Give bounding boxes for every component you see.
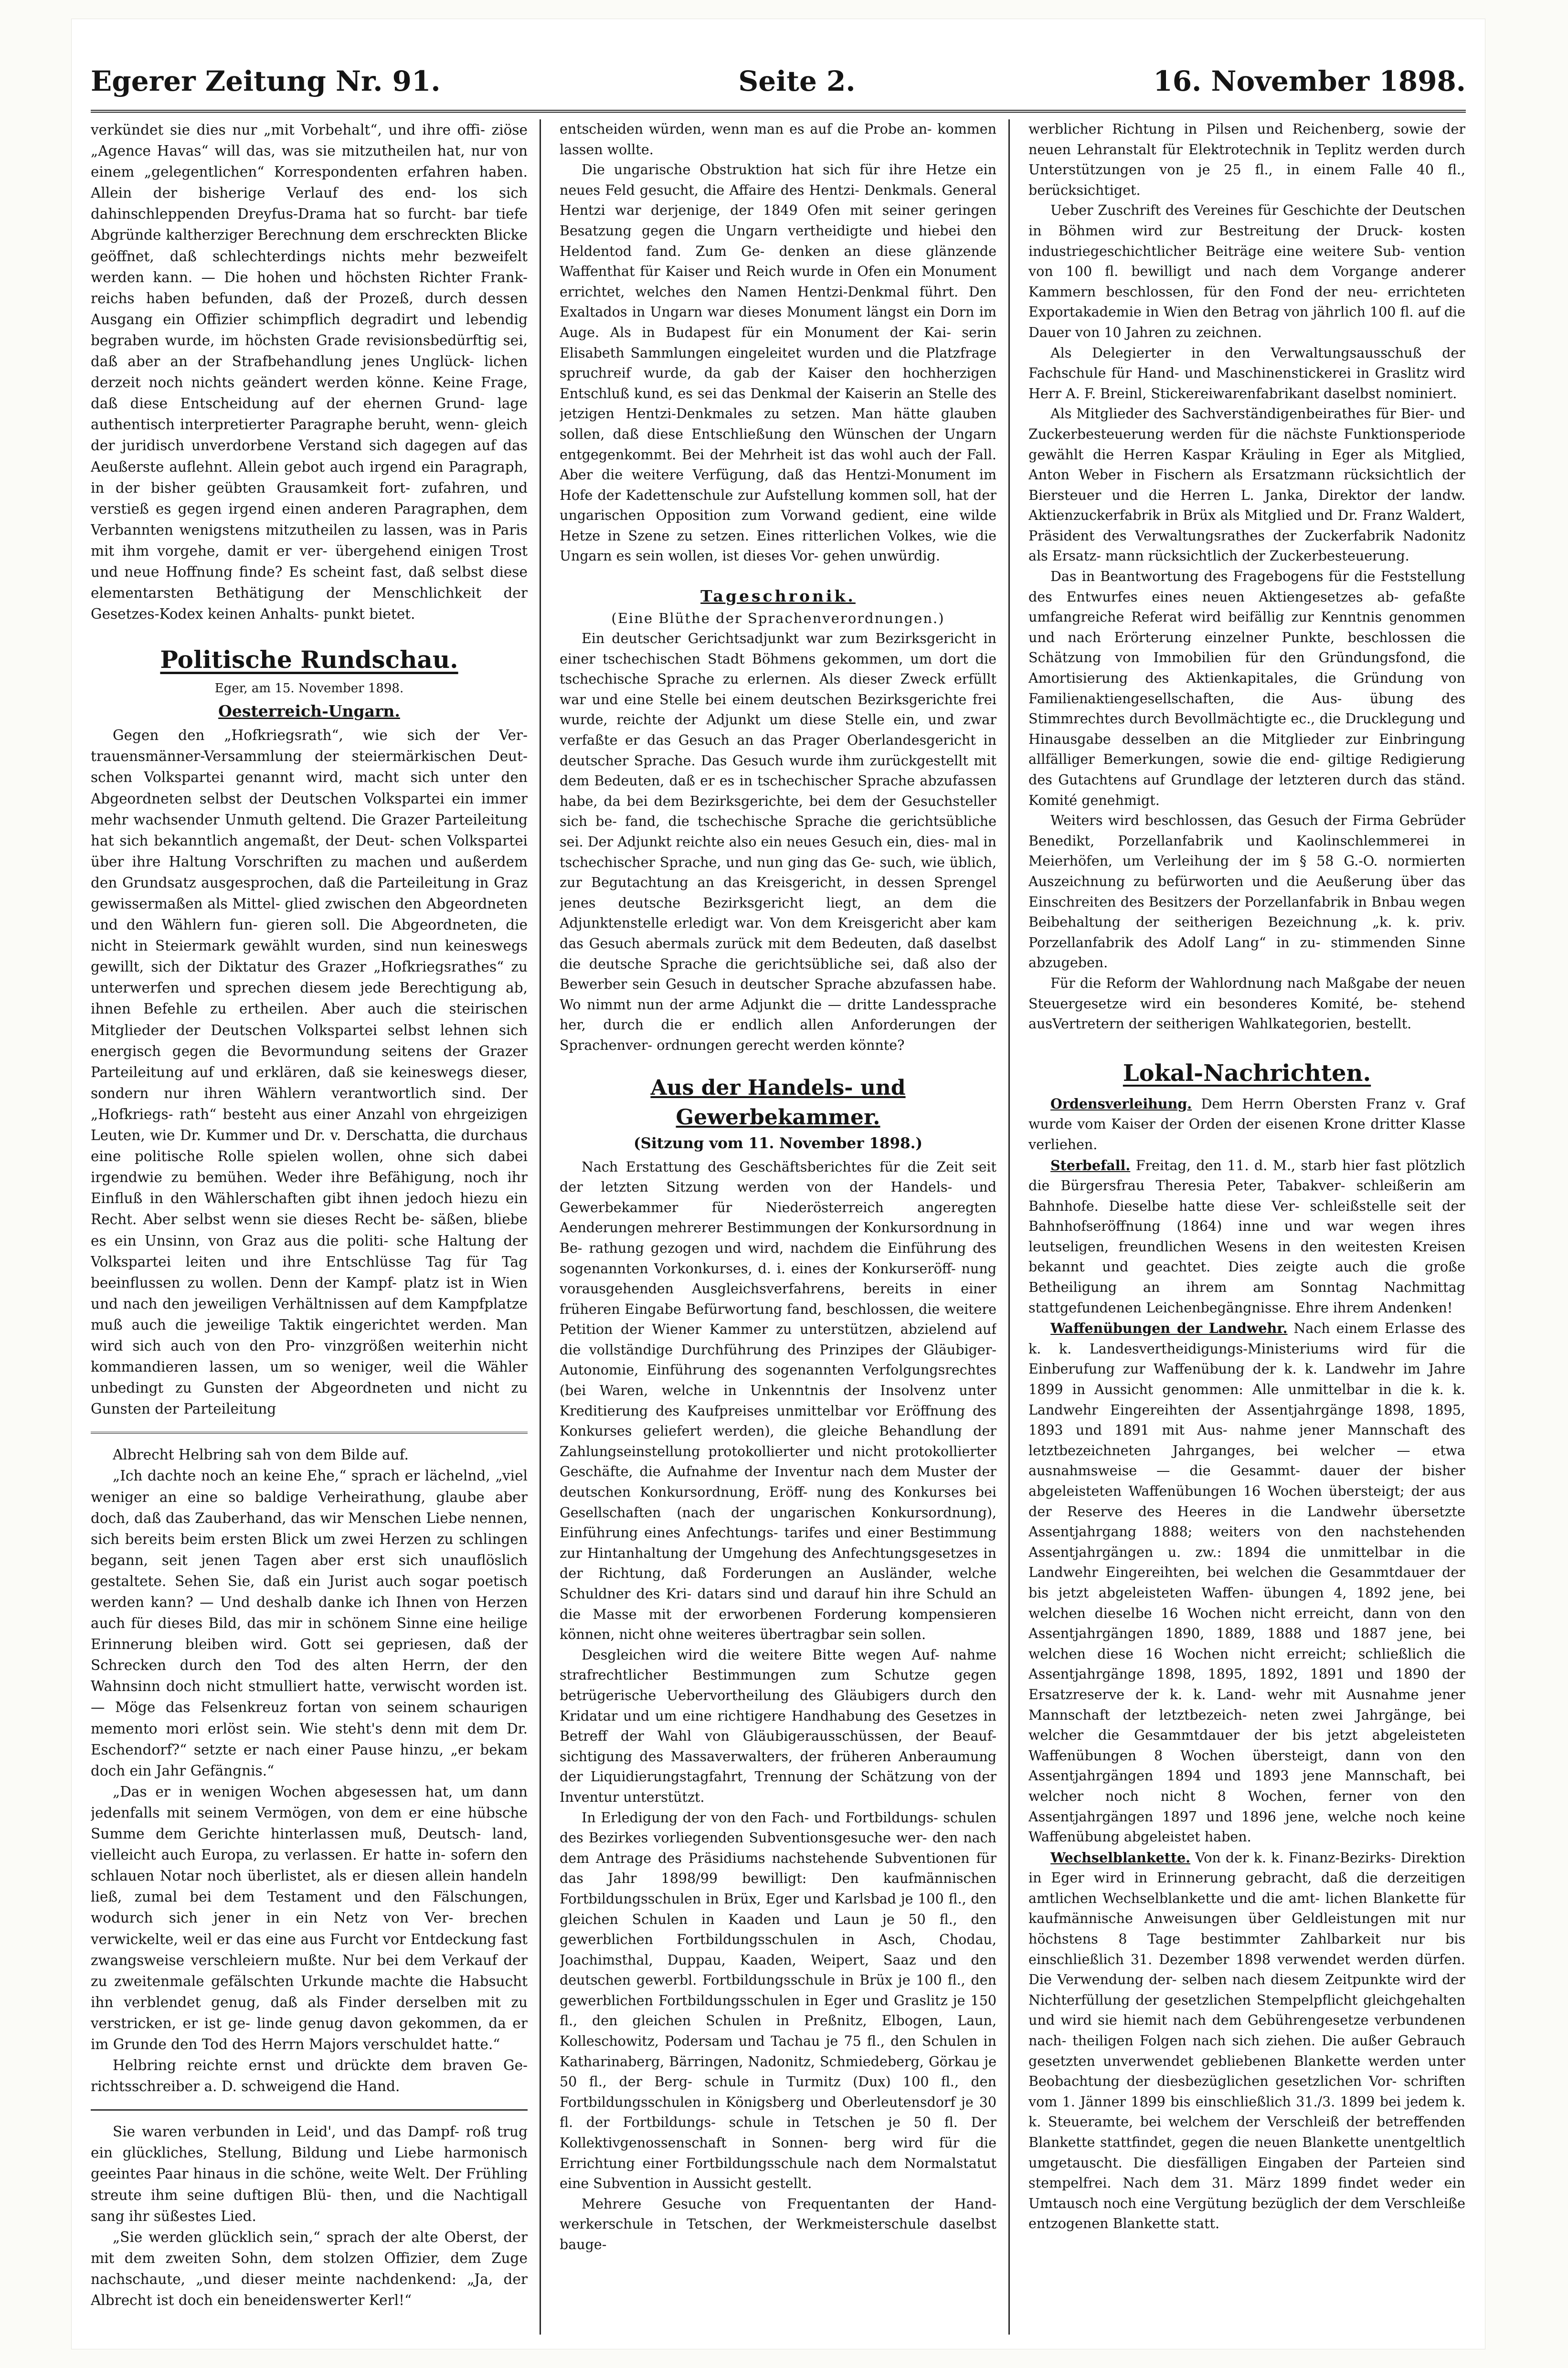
newspaper-page	[72, 19, 1485, 2349]
news-item-lead: Ordensverleihung.	[1050, 1095, 1192, 1112]
article-paragraph: Das in Beantwortung des Fragebogens für die Feststellung des Entwurfes eines neuen Aktiengesetzes ab- gefaßte umfangreiche Referat wird beifällig zur Kenntnis genommen und nach Erörterung einzelner Punkte, beschlossen die Schätzung von Immobilien für den Gründungsfond, die Amortisierung des Aktienkapitales, die Gründung von Familienaktiengesellschaften, die Aus- übung des Stimmrechtes durch Bevollmächtigte ec., die Drucklegung und Hinausgabe desselben an die Mitglieder zur Einbringung allfälliger Bemerkungen, sowie die end- giltige Redigierung des Gutachtens auf Grundlage der letzteren durch das ständ. Komité genehmigt.	[1028, 569, 1465, 808]
feuilleton-story	[91, 1444, 528, 2311]
article-paragraph: Als Delegierter in den Verwaltungsausschuß der Fachschule für Hand- und Maschinenstickerei in Graslitz wird Herr A. F. Breinl, Stickereiwarenfabrikant daselbst nominiert.	[1028, 345, 1465, 402]
news-item	[1028, 1094, 1465, 1155]
article-paragraph: Die ungarische Obstruktion hat sich für ihre Hetze ein neues Feld gesucht, die Affaire des Hentzi- Denkmals. General Hentzi war derjenige, der 1849 Ofen mit seiner geringen Besatzung gegen die Ungarn vertheidigte und hiebei den Heldentod fand. Zum Ge- denken an diese glänzende Waffenthat für Kaiser und Reich wurde in Ofen ein Monument errichtet, welches den Namen Hentzi-Denkmal führt. Den Exaltados in Ungarn war dieses Monument längst ein Dorn im Auge. Als in Budapest für ein Monument der Kai- serin Elisabeth Sammlungen eingeleitet wurden und die Platzfrage spruchreif wurde, da gab der Kaiser den hochherzigen Entschluß kund, es sei das Denkmal der Kaiserin an Stelle des jetzigen Hentzi-Denkmales zu setzen. Man hätte glauben sollen, daß diese Entschließung den Wünschen der Ungarn entgegenkommt. Bei der Mehrheit ist das wohl auch der Fall. Aber die weitere Verfügung, daß das Hentzi-Monument im Hofe der Kadettenschule zur Aufstellung kommen soll, hat der ungarischen Opposition zum Vorwand gedient, eine wilde Hetze in Szene zu setzen. Eines ritterlichen Volkes, wie die Ungarn es sein wollen, ist dieses Vor- gehen unwürdig.	[560, 162, 996, 564]
column-3	[1028, 119, 1465, 2335]
column-divider	[540, 119, 541, 2335]
feuilleton-divider	[91, 1432, 528, 1434]
news-item-lead: Sterbefall.	[1050, 1157, 1131, 1173]
article-paragraph: Ueber Zuschrift des Vereines für Geschichte der Deutschen in Böhmen wird zur Bestreitung der Druck- kosten industriegeschichtlicher Beiträge eine weitere Sub- vention von 100 fl. bewilligt und nach dem Vorgange anderer Kammern beschlossen, für den Fond der neu- errichteten Exportakademie in Wien den Betrag von jährlich 100 fl. auf die Dauer von 10 Jahren zu zeichnen.	[1028, 202, 1465, 340]
feuilleton-paragraph: Albrecht Helbring sah von dem Bilde auf.	[113, 1447, 409, 1463]
section-heading-politische-rundschau: Politische Rundschau.	[160, 645, 458, 674]
column-divider	[1008, 119, 1010, 2335]
feuilleton-paragraph: „Sie werden glücklich sein,“ sprach der alte Oberst, der mit dem zweiten Sohn, dem stolzen Offizier, dem Zuge nachschaute, „und dieser meinte nachdenkend: „Ja, der Albrecht ist doch ein beneidenswerter Kerl!“	[91, 2229, 528, 2308]
masthead-divider	[91, 110, 1466, 113]
article-paragraph: Für die Reform der Wahlordnung nach Maßgabe der neuen Steuergesetze wird ein besonderes Komité, be- stehend ausVertretern der seitherigen Wahlkategorien, bestellt.	[1028, 975, 1465, 1032]
column-2	[560, 119, 996, 2335]
article-paragraph: In Erledigung der von den Fach- und Fortbildungs- schulen des Bezirkes vorliegenden Subventionsgesuche wer- den nach dem Antrage des Präsidiums nachstehende Subventionen für das Jahr 1898/99 bewilligt: Den kaufmännischen Fortbildungsschulen in Brüx, Eger und Karlsbad je 100 fl., den gleichen Schulen in Kaaden und Laun je 50 fl., den gewerblichen Fortbildungsschulen in Asch, Chodau, Joachimsthal, Duppau, Kaaden, Weipert, Saaz und den deutschen gewerbl. Fortbildungsschule in Brüx je 100 fl., den gewerblichen Fortbildungsschulen in Eger und Graslitz je 150 fl., den gleichen Schulen in Preßnitz, Elbogen, Laun, Kolleschowitz, Podersam und Tachau je 75 fl., den Schulen in Katharinaberg, Bärringen, Nadonitz, Schmiedeberg, Görkau je 50 fl., der Berg- schule in Turmitz (Dux) 100 fl., den Fortbildungsschulen in Königsberg und Oberleutensdorf je 30 fl. der Fortbildungs- schule in Tetschen je 50 fl. Der Kollektivgenossenschaft in Sonnen- berg wird für die Errichtung einer Fortbildungsschule nach dem Normalstatut eine Subvention in Aussicht gestellt.	[560, 1809, 996, 2192]
tageschronik-subtitle: (Eine Blüthe der Sprachenverordnungen.)	[611, 610, 945, 627]
article-paragraph: Gegen den „Hofkriegsrath“, wie sich der Ver- trauensmänner-Versammlung der steiermärkischen Deut- schen Volkspartei genannt wird, macht sich unter den Abgeordneten selbst der Deutschen Volkspartei ein immer mehr wachsender Unmuth geltend. Die Grazer Parteileitung hat sich bekanntlich angemaßt, der Deut- schen Volkspartei über ihre Haltung Vorschriften zu machen und außerdem den Grundsatz ausgesprochen, daß die Parteileitung in Graz gewissermaßen als Mittel- glied zwischen den Abgeordneten und den Wählern fun- gieren soll. Die Abgeordneten, die nicht in Steiermark gewählt wurden, sind nun keineswegs gewillt, sich der Diktatur des Grazer „Hofkriegsrathes“ zu unterwerfen und sprechen diesem jede Berechtigung ab, ihnen Befehle zu ertheilen. Aber auch die steirischen Mitglieder der Deutschen Volkspartei selbst lehnen sich energisch gegen die Bevormundung seitens der Grazer Parteileitung auf und erklären, daß sie keineswegs dieser, sondern nur ihren Wählern verantwortlich sind. Der „Hofkriegs- rath“ besteht aus einer Anzahl von ehrgeizigen Leuten, wie Dr. Kummer und Dr. v. Derschatta, die durchaus eine politische Rolle spielen wollen, ohne sich dabei irgendwie zu bemühen. Weder ihre Befähigung, noch ihr Einfluß in den Wählerschaften gibt ihnen jedoch hiezu ein Recht. Aber selbst wenn sie dieses Recht be- säßen, bliebe es ein Unsinn, von Graz aus die politi- sche Haltung der Volkspartei leiten und ihre Entschlüsse Tag für Tag beeinflussen zu wollen. Denn der Kampf- platz ist in Wien und nach den jeweiligen Verhältnissen auf dem Kampfplatze muß auch die jeweilige Taktik eingerichtet werden. Man wird sich auch von den Pro- vinzgrößen weiterhin nicht kommandieren lassen, um so weniger, weil die Wähler unbedingt zu Gunsten der Abgeordneten und nicht zu Gunsten der Parteileitung	[91, 727, 528, 1417]
news-item-text: Dem Herrn Obersten Franz v. Graf wurde vom Kaiser der Orden der eisenen Krone dritter Klasse verliehen.	[1028, 1096, 1465, 1152]
article-paragraph: Mehrere Gesuche von Frequentanten der Hand- werkerschule in Tetschen, der Werkmeisterschule daselbst bauge-	[560, 2196, 996, 2252]
article-paragraph: Ein deutscher Gerichtsadjunkt war zum Bezirksgericht in einer tschechischen Stadt Böhmens gekommen, um dort die tschechische Sprache zu erlernen. Als dieser Zweck erfüllt war und eine Stelle bei einem deutschen Bezirksgerichte frei wurde, reichte der Adjunkt um diese Stelle ein, und zwar verfaßte er das Gesuch an das Prager Oberlandesgericht in deutscher Sprache. Das Gesuch wurde ihm zurückgestellt mit dem Bedeuten, daß er es in tschechischer Sprache abzufassen habe, da bei dem Bezirksgerichte, bei dem der Gesuchsteller sich be- fand, die tschechische Sprache die gerichtsübliche sei. Der Adjunkt reichte also ein neues Gesuch ein, dies- mal in tschechischer Sprache, und nun ging das Ge- such, wie üblich, zur Begutachtung an das Kreisgericht, in dessen Sprengel jenes deutsche Bezirksgericht liegt, an dem die Adjunktenstelle erledigt war. Von dem Kreisgericht aber kam das Gesuch abermals zurück mit dem Bedeuten, daß daselbst die deutsche Sprache die gerichtsübliche sei, daß also der Bewerber sein Gesuch in deutscher Sprache abzufassen habe. Wo nimmt nun der arme Adjunkt die — dritte Landessprache her, durch die er endlich allen Anforderungen der Sprachenver- ordnungen gerecht werden könnte?	[560, 631, 996, 1053]
news-item-lead: Wechselblankette.	[1050, 1849, 1191, 1866]
section-heading-tageschronik: Tageschronik.	[700, 587, 856, 606]
section-heading-handelskammer: Aus der Handels- und Gewerbekammer.	[650, 1075, 906, 1130]
section-break	[91, 2109, 528, 2111]
article-continuation: werblicher Richtung in Pilsen und Reichenberg, sowie der neuen Lehranstalt für Elektrotechnik in Teplitz werden durch Unterstützungen von je 25 fl., in einem Falle 40 fl., berücksichtiget.	[1028, 121, 1465, 198]
feuilleton-paragraph: „Das er in wenigen Wochen abgesessen hat, um dann jedenfalls mit seinem Vermögen, von dem er eine hübsche Summe dem Gerichte hinterlassen muß, Deutsch- land, vielleicht auch Europa, zu verlassen. Er hatte in- sofern den schlauen Notar noch überlistet, als er diesen allein handeln ließ, zumal bei dem Testament und den Fälschungen, wodurch sich jener in ein Netz von Ver- brechen verwickelte, weil er das eine aus Furcht vor Entdeckung fast zwangsweise verschleiern mußte. Nur bei dem Verkauf der zu zweitenmale gefälschten Urkunde machte die Habsucht ihn verblendet genug, daß als Finder derselben mit zu verstricken, er ist ge- linde genug davon gekommen, da er im Grunde den Tod des Herrn Majors verschuldet hatte.“	[91, 1783, 528, 2052]
subheading-oesterreich-ungarn: Oesterreich-Ungarn.	[218, 702, 400, 721]
article-paragraph: Nach Erstattung des Geschäftsberichtes für die Zeit seit der letzten Sitzung werden von der Handels- und Gewerbekammer für Niederösterreich angeregten Aenderungen mehrerer Bestimmungen der Konkursordnung in Be- rathung gezogen und wird, nachdem die Einführung des sogenannten Vorkonkurses, d. i. eines der Konkurseröff- nung vorausgehenden Ausgleichsverfahrens, bereits in einer früheren Eingabe Befürwortung fand, beschlossen, die weitere Petition der Wiener Kammer zu unterstützen, abzielend auf die vollständige Durchführung des Prinzipes der Gläubiger-Autonomie, Einführung des sogenannten Verfolgungsrechtes (bei Waren, welche in Unkenntnis der Insolvenz unter Kreditierung des Kaufpreises unmittelbar vor Eröffnung des Konkurses geliefert werden), die gleiche Behandlung der Zahlungseinstellung protokollierter und nicht protokollierter Geschäfte, die Aufnahme der Inventur nach dem Muster der deutschen Konkursordnung, Eröff- nung des Konkurses bei Gesellschaften (nach der ungarischen Konkursordnung), Einführung eines Anfechtungs- tarifes und einer Bestimmung zur Hintanhaltung der Umgehung des Anfechtungsgesetzes in der Richtung, daß Forderungen an Ausländer, welche Schuldner des Kri- datars sind und darauf hin ihre Schuld an die Masse mit der erworbenen Forderung kompensieren können, nicht ohne weiteres übertragbar sein sollen.	[560, 1159, 996, 1643]
news-item-text: Von der k. k. Finanz-Bezirks- Direktion in Eger wird in Erinnerung gebracht, daß die derzeitigen amtlichen Wechselblankette und die amt- lichen Blankette für kaufmännische Anweisungen über Geldleistungen mit nur höchstens 8 Tage bestimmter Zahlbarkeit nur bis einschließlich 31. Dezember 1898 verwendet werden dürfen. Die Verwendung der- selben nach diesem Zeitpunkte wird der Nichterfüllung der gesetzlichen Stempelpflicht gleichgehalten und wird sie hiemit nach dem Gebührengesetze verbundenen nach- theiligen Folgen nach sich ziehen. Die außer Gebrauch gesetzten unverwendet gebliebenen Blankette werden unter Beobachtung der diesbezüglichen gesetzlichen Vor- schriften vom 1. Jänner 1899 bis einschließlich 31./3. 1899 bei jedem k. k. Steueramte, bei welchem der Verschleiß der betreffenden Blankette stattfindet, gegen die neuen Blankette unentgeltlich umgetauscht. Die diesfälligen Eingaben der Parteien sind stempelfrei. Nach dem 31. März 1899 findet weder ein Umtausch noch eine Vergütung bezüglich der dem Verschleiße entzogenen Blankette statt.	[1028, 1850, 1465, 2232]
article-paragraph: Weiters wird beschlossen, das Gesuch der Firma Gebrüder Benedikt, Porzellanfabrik und Kaolinschlemmerei in Meierhöfen, um Verleihung der im § 58 G.-O. normierten Auszeichnung zu befürworten und die Aeußerung über das Einschreiten des Besitzers der Porzellanfabrik in Bnbau wegen Beibehaltung der seitherigen Bezeichnung „k. k. priv. Porzellanfabrik des Adolf Lang“ in zu- stimmenden Sinne abzugeben.	[1028, 813, 1465, 971]
dateline: Eger, am 15. November 1898.	[214, 681, 404, 696]
masthead-paper-issue: Egerer Zeitung Nr. 91.	[91, 65, 441, 97]
article-continuation: verkündet sie dies nur „mit Vorbehalt“, und ihre offi- ziöse „Agence Havas“ will das, was sie mitzutheilen hat, nur von einem „gelegentlichen“ Korrespondenten erfahren haben. Allein der bisherige Verlauf des end- los sich dahinschleppenden Dreyfus-Drama hat so furcht- bar tiefe Abgründe kaltherziger Berechnung dem erschreckten Blicke geöffnet, daß schlechterdings nichts mehr bezweifelt werden kann. — Die hohen und höchsten Richter Frank- reichs haben befunden, daß der Prozeß, durch dessen Ausgang ein Offizier schimpflich degradirt und lebendig begraben wurde, im höchsten Grade revisionsbedürftig sei, daß aber an der Strafbehandlung jenes Unglück- lichen derzeit noch nichts geändert werden könne. Keine Frage, daß diese Entscheidung auf der ehernen Grund- lage authentisch interpretierter Paragraphe beruht, wenn- gleich der juridisch unverdorbene Verstand sich dagegen auf das Aeußerste auflehnt. Allein gebot auch irgend ein Paragraph, in der bisher geübten Grausamkeit fort- zufahren, und verstieß es gegen irgend einen anderen Paragraphen, dem Verbannten wenigstens mitzutheilen zu lassen, was in Paris mit ihm vorgehe, damit er ver- übergehend einigen Trost und neue Hoffnung finde? Es scheint fast, daß selbst diese elementarsten Bethätigung der Menschlichkeit der Gesetzes-Kodex keinen Anhalts- punkt bietet.	[91, 122, 528, 623]
news-item	[1028, 1848, 1465, 2234]
news-item	[1028, 1155, 1465, 1319]
column-1	[91, 119, 528, 2335]
news-item-text: Freitag, den 11. d. M., starb hier fast plötzlich die Bürgersfrau Theresia Peter, Tabakver- schleißerin am Bahnhofe. Dieselbe hatte diese Ver- schleißstelle seit der Bahnhofseröffnung (1864) inne und war wegen ihres leutseligen, freundlichen Wesens in den weitesten Kreisen bekannt und geachtet. Dies zeigte auch die große Betheiligung an ihrem am Sonntag Nachmittag stattgefundenen Leichenbegängnisse. Ehre ihrem Andenken!	[1028, 1157, 1465, 1316]
masthead	[91, 57, 1466, 105]
feuilleton-paragraph: Helbring reichte ernst und drückte dem braven Ge- richtsschreiber a. D. schweigend die Hand.	[91, 2057, 528, 2095]
feuilleton-paragraph: „Ich dachte noch an keine Ehe,“ sprach er lächelnd, „viel weniger an eine so baldige Verheirathung, glaube aber doch, daß das Zauberhand, das wir Menschen Liebe nennen, sich bereits beim ersten Blick um zwei Herzen zu schlingen begann, seit jenen Tagen aber erst sich unauflöslich gestaltete. Sehen Sie, daß ein Jurist auch sogar poetisch werden kann? — Und deshalb danke ich Ihnen von Herzen auch für dieses Bild, das mir in schönem Sinne eine heilige Erinnerung bleiben wird. Gott sei gepriesen, daß der Schrecken durch den Tod des alten Herrn, der den Wahnsinn doch nicht stmulliert hatte, verwischt worden ist. — Möge das Felsenkreuz fortan von seinem schaurigen memento mori erlöst sein. Wie steht's denn mit dem Dr. Eschendorf?“ setzte er nach einer Pause hinzu, „er bekam doch ein Jahr Gefängnis.“	[91, 1468, 528, 1779]
news-item-text: Nach einem Erlasse des k. k. Landesvertheidigungs-Ministeriums wird für die Einberufung zur Waffenübung der k. k. Landwehr im Jahre 1899 in Aussicht genommen: Alle unmittelbar in die k. k. Landwehr Eingereihten der Assentjahrgänge 1898, 1895, 1893 und 1891 mit Aus- nahme jener Mannschaft des letztbezeichneten Jahrganges, bei welcher — etwa ausnahmsweise — die Gesammt- dauer der bisher abgeleisteten Waffenübungen 16 Wochen übersteigt; der aus der Reserve des Heeres in die Landwehr übersetzte Assentjahrgang 1888; weiters von den nachstehenden Assentjahrgängen u. zw.: 1894 die unmittelbar in die Landwehr Eingereihten, bei welchen die Gesammtdauer der bis jetzt abgeleisteten Waffen- übungen 4, 1892 jene, bei welchen dieselbe 16 Wochen nicht erreicht, dann von den Assentjahrgängen 1890, 1889, 1888 und 1887 jene, bei welchen diese 16 Wochen nicht erreicht; schließlich die Assentjahrgänge 1898, 1895, 1892, 1891 und 1890 der Ersatzreserve der k. k. Land- wehr mit Ausnahme jener Mannschaft der letztbezeich- neten zwei Jahrgänge, bei welcher die Gesammtdauer der bis jetzt abgeleisteten Waffenübungen 8 Wochen übersteigt, dann von den Assentjahrgängen 1894 und 1893 jene Mannschaft, bei welcher noch nicht 8 Wochen, ferner von den Assentjahrgängen 1897 und 1896 jene, welche noch keine Waffenübung abgeleistet haben.	[1028, 1321, 1465, 1845]
masthead-date: 16. November 1898.	[1153, 65, 1466, 97]
section-heading-lokal-nachrichten: Lokal-Nachrichten.	[1123, 1059, 1371, 1087]
news-item-lead: Waffenübungen der Landwehr.	[1050, 1320, 1288, 1337]
news-item	[1028, 1318, 1465, 1847]
masthead-page-number: Seite 2.	[738, 65, 856, 97]
session-date: (Sitzung vom 11. November 1898.)	[633, 1134, 923, 1152]
article-paragraph: Desgleichen wird die weitere Bitte wegen Auf- nahme strafrechtlicher Bestimmungen zum Schutze gegen betrügerische Uebervortheilung des Gläubigers durch den Kridatar und um eine richtigere Handhabung des Gesetzes in Betreff der Wahl von Gläubigerausschüssen, der Beauf- sichtigung des Massaverwalters, der früheren Anberaumung der Liquidierungstagfahrt, Trennung der Schätzung von der Inventur unterstützt.	[560, 1647, 996, 1805]
feuilleton-paragraph: Sie waren verbunden in Leid', und das Dampf- roß trug ein glückliches, Stellung, Bildung und Liebe harmonisch geeintes Paar hinaus in die schöne, weite Welt. Der Frühling streute ihm seine duftigen Blü- then, und die Nachtigall sang ihr süßestes Lied.	[91, 2124, 528, 2224]
article-continuation: entscheiden würden, wenn man es auf die Probe an- kommen lassen wollte.	[560, 121, 996, 158]
article-paragraph: Als Mitglieder des Sachverständigenbeirathes für Bier- und Zuckerbesteuerung werden für die nächste Funktionsperiode gewählt die Herren Kaspar Kräuling in Eger als Mitglied, Anton Weber in Fischern als Ersatzmann rücksichtlich der Biersteuer und die Herren L. Janka, Direktor der landw. Aktienzuckerfabrik in Brüx als Mitglied und Dr. Franz Waldert, Präsident des Verwaltungsrathes der Zuckerfabrik Nadonitz als Ersatz- mann rücksichtlich der Zuckerbesteuerung.	[1028, 406, 1465, 564]
